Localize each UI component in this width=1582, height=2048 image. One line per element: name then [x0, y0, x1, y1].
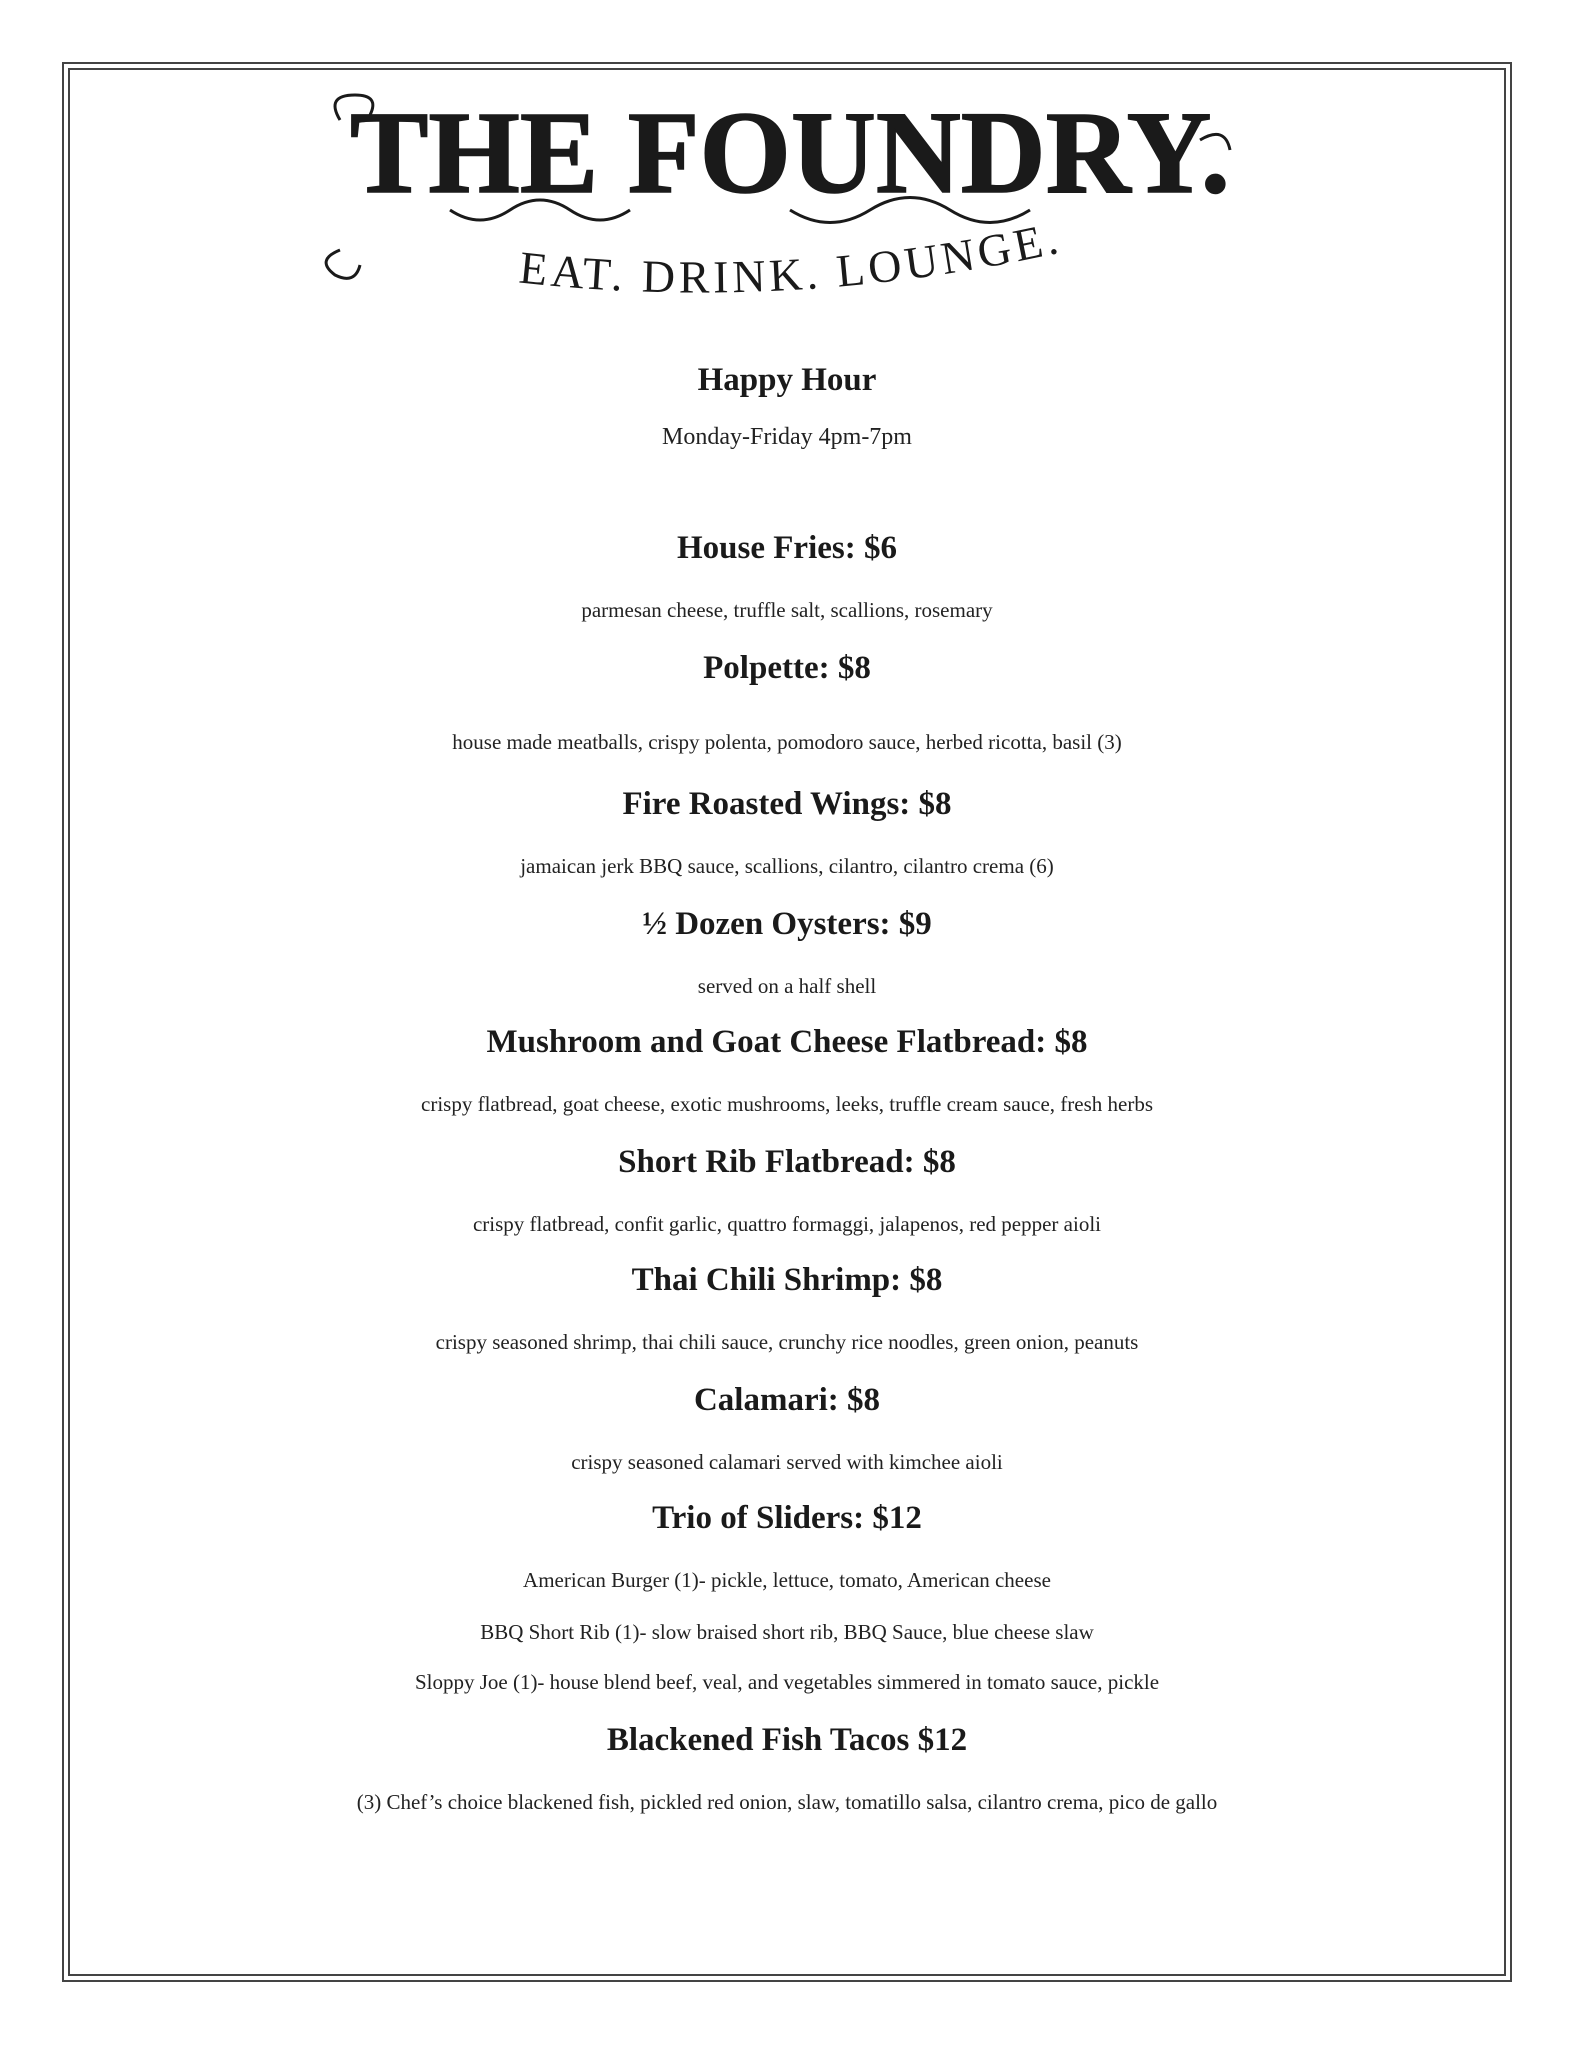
menu-item-title: House Fries: $6: [677, 530, 897, 566]
happy-hour-hours: Monday-Friday 4pm-7pm: [662, 424, 912, 450]
menu-item-description: American Burger (1)- pickle, lettuce, tomato, American cheese: [523, 1568, 1051, 1592]
menu-item-title: Blackened Fish Tacos $12: [606, 1722, 968, 1758]
menu-item-title: Polpette: $8: [703, 650, 871, 686]
menu-item-description: parmesan cheese, truffle salt, scallions, rosemary: [581, 598, 993, 622]
logo-name: THE FOUNDRY.: [350, 87, 1230, 218]
menu-item-description: crispy seasoned shrimp, thai chili sauce, crunchy rice noodles, green onion, peanuts: [435, 1330, 1139, 1354]
menu-item-description: (3) Chef’s choice blackened fish, pickled red onion, slaw, tomatillo salsa, cilantro crema, pico de gallo: [356, 1790, 1218, 1814]
happy-hour-title: Happy Hour: [697, 362, 877, 398]
menu-item-description: served on a half shell: [697, 974, 877, 998]
menu-item-title: Short Rib Flatbread: $8: [618, 1144, 956, 1180]
menu-item-description: crispy seasoned calamari served with kimchee aioli: [571, 1450, 1003, 1474]
menu-item-description: BBQ Short Rib (1)- slow braised short rib, BBQ Sauce, blue cheese slaw: [480, 1620, 1094, 1644]
menu-item-title: Fire Roasted Wings: $8: [622, 786, 952, 822]
menu-item-title: Thai Chili Shrimp: $8: [631, 1262, 943, 1298]
menu-item-title: Trio of Sliders: $12: [652, 1500, 922, 1536]
menu-item-description: jamaican jerk BBQ sauce, scallions, cilantro, cilantro crema (6): [520, 854, 1054, 878]
logo-tagline: EAT. DRINK. LOUNGE.: [516, 211, 1067, 303]
menu-item-description: crispy flatbread, goat cheese, exotic mushrooms, leeks, truffle cream sauce, fresh herbs: [421, 1092, 1153, 1116]
menu-item-title: Mushroom and Goat Cheese Flatbread: $8: [486, 1024, 1088, 1060]
menu-item-description: Sloppy Joe (1)- house blend beef, veal, and vegetables simmered in tomato sauce, pickle: [414, 1670, 1160, 1694]
menu-item-title: ½ Dozen Oysters: $9: [642, 906, 932, 942]
menu-item-description: house made meatballs, crispy polenta, pomodoro sauce, herbed ricotta, basil (3): [452, 730, 1122, 754]
menu-item-description: crispy flatbread, confit garlic, quattro formaggi, jalapenos, red pepper aioli: [472, 1212, 1101, 1236]
menu-item-title: Calamari: $8: [693, 1382, 881, 1418]
foundry-logo: [320, 80, 1260, 320]
